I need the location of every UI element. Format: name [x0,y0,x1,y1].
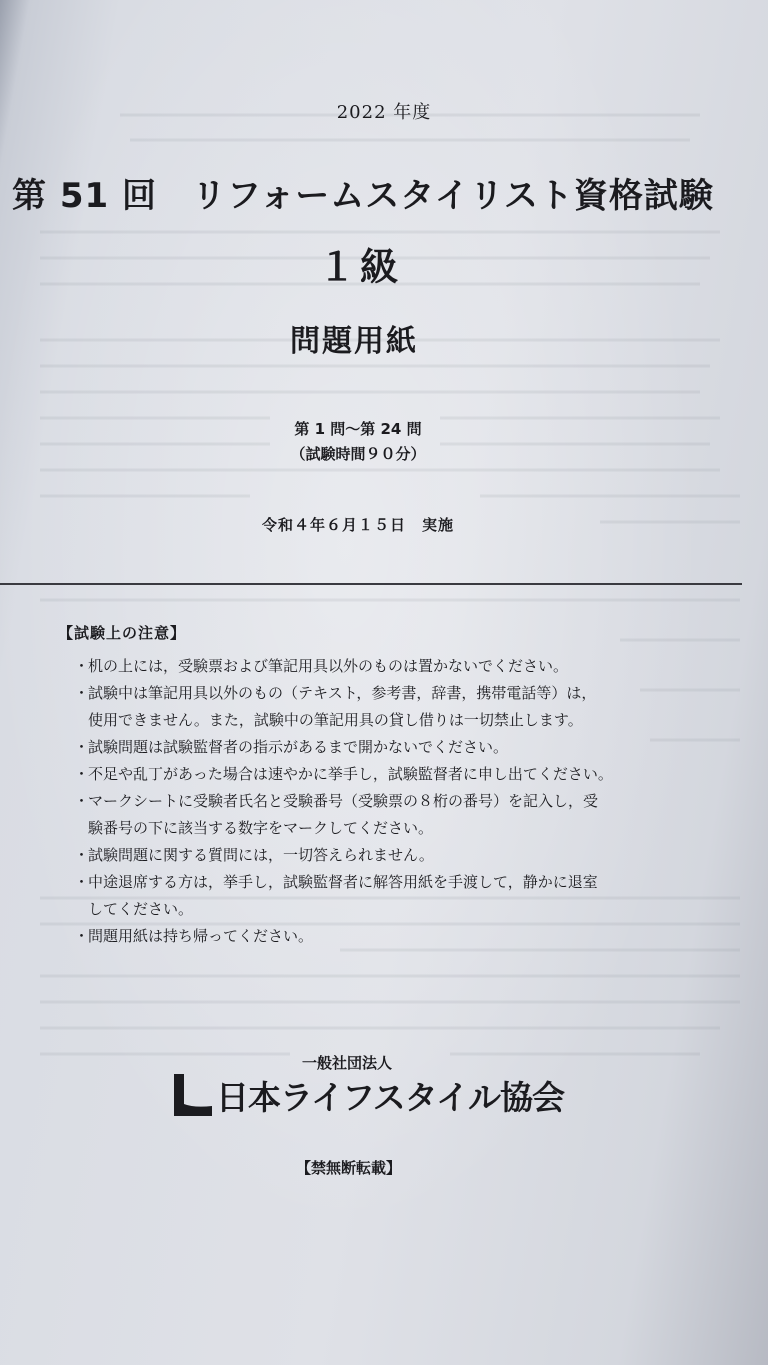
bullet: ・ [74,873,90,891]
bullet: ・ [74,738,90,756]
exam-title: 第 51 回 リフォームスタイリスト資格試験 [12,176,714,216]
note-text: 机の上には，受験票および筆記用具以外のものは置かないでください。 [88,657,569,675]
divider-line [0,583,742,585]
note-item [58,788,718,842]
note-text: マークシートに受験者氏名と受験番号（受験票の８桁の番号）を記入し，受 験番号の下に該当する数字をマークしてください。 [88,792,599,837]
organization-type: 一般社団法人 [302,1054,393,1072]
l-mark-icon [172,1074,212,1116]
note-item [58,761,718,788]
note-item [58,734,718,761]
note-text: 中途退席する方は，挙手し，試験監督者に解答用紙を手渡して，静かに退室 してください。 [88,873,598,918]
note-text: 試験問題に関する質問には，一切答えられません。 [88,846,434,864]
note-item [58,680,718,734]
notes-list [58,653,718,950]
note-item [58,653,718,680]
note-text: 試験問題は試験監督者の指示があるまで開かないでください。 [88,738,509,756]
organization-name: 日本ライフスタイル協会 [216,1078,565,1117]
bullet: ・ [74,684,90,702]
organization-logo [172,1072,565,1118]
exam-duration: （試験時間９０分） [290,445,426,463]
bullet: ・ [74,927,90,945]
note-item [58,923,718,950]
bullet: ・ [74,765,90,783]
paper-title: 問題用紙 [290,324,418,359]
question-range: 第 1 問〜第 24 問 [294,420,422,438]
bullet: ・ [74,792,90,810]
exam-date: 令和４年６月１５日 実施 [261,516,454,534]
note-text: 試験中は筆記用具以外のもの（テキスト，参考書，辞書，携帯電話等）は， 使用できません。また，試験中の筆記用具の貸し借りは一切禁止します。 [88,684,597,729]
note-text: 問題用紙は持ち帰ってください。 [88,927,314,945]
copyright-notice: 【禁無断転載】 [296,1159,402,1177]
note-text: 不足や乱丁があった場合は速やかに挙手し，試験監督者に申し出てください。 [88,765,613,783]
bullet: ・ [74,846,90,864]
exam-notes [58,622,718,950]
note-item [58,842,718,869]
exam-grade: １級 [317,245,402,289]
notes-heading: 【試験上の注意】 [58,624,187,642]
note-item [58,869,718,923]
bullet: ・ [74,657,90,675]
exam-year: 2022 年度 [336,102,432,123]
